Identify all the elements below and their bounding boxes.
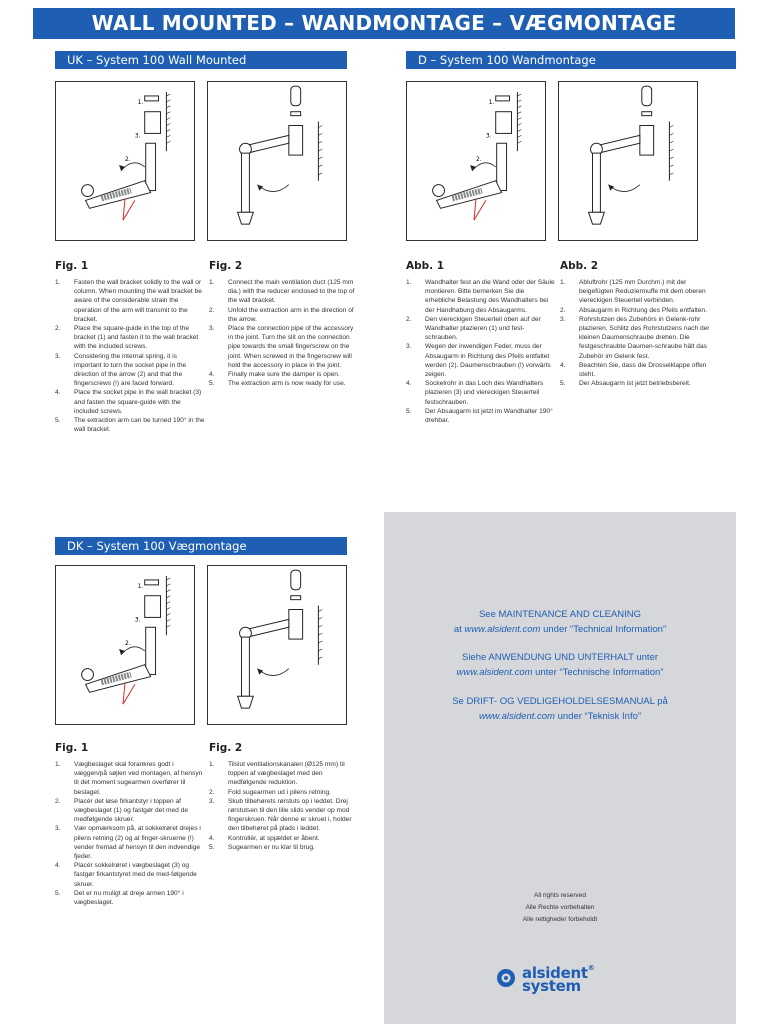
- info-block-de: Siehe ANWENDUNG UND UNTERHALT unter www.alsident.com unter “Technische Information”: [456, 652, 664, 678]
- list-item: 5. The extraction arm is now ready for use.: [209, 380, 346, 388]
- website-link[interactable]: www.alsident.com: [464, 624, 541, 635]
- wall-bracket-drawing: [56, 82, 194, 240]
- dk-fig2-steps: [209, 760, 359, 852]
- list-item: 3. Considering the internal spring, it is important to turn the socket pipe in the direction of the arrow (2) and that the fingerscrews (!) are faced forward.: [55, 352, 187, 388]
- uk-fig1-column: [55, 260, 205, 434]
- list-item: 5. The extraction arm can be turned 190° in the wall bracket.: [55, 417, 205, 434]
- figure-label-3: 3.: [134, 617, 141, 624]
- list-item: 5. Der Absaugarm ist jetzt betriebsbereit.: [560, 380, 691, 388]
- list-item: 3. Wegen der inwendigen Feder, muss der Absaugarm in Richtung des Pfeils entfaltet werden (2). Daumenschrauben (!) vorwärts zeigen.: [406, 343, 551, 379]
- figure-1-wall-mount-d: [406, 81, 546, 241]
- list-item: 2. Placér det løse firkantstyr i toppen af vægbeslaget (1) og fastgør det med de medfølgende skruer.: [55, 797, 188, 824]
- uk-fig2-column: [209, 260, 359, 388]
- d-fig1-column: [406, 260, 556, 425]
- list-item: 5. Det er nu muligt at dreje armen 190° i vægbeslaget.: [55, 889, 184, 907]
- list-item: 1. Wandhalter fest an die Wand oder der Säule montieren. Bitte bemerken Sie die erhebliche Belastung des Wandhalters bei der Handhabung des Absaugarms.: [406, 279, 555, 314]
- uk-fig1-title: Fig. 1: [55, 260, 89, 272]
- list-item: 2. Absaugarm in Richtung des Pfeils entfalten.: [560, 306, 707, 314]
- info-block-dk: Se DRIFT- OG VEDLIGEHOLDELSESMANUAL på www.alsident.com under “Teknisk Info”: [452, 696, 668, 722]
- figure-2-arm-unfold-dk: [207, 565, 347, 725]
- section-header-uk: UK – System 100 Wall Mounted: [55, 51, 347, 69]
- list-item: 1. Connect the main ventilation duct (125 mm dia.) with the reducer enclosed to the top of the wall bracket.: [209, 279, 355, 305]
- dk-fig1-column: [55, 742, 205, 907]
- dk-fig2-title: Fig. 2: [209, 742, 243, 754]
- uk-fig2-steps: [209, 278, 359, 388]
- list-item: 3. Place the connection pipe of the accessory in the joint. Turn the slit on the connection pipe towards the small fingerscrew on the joint. When screwed in the fingerscrew will hold the accessory in place in the joint.: [209, 325, 354, 369]
- list-item: 2. Den viereckigen Steuerteil oben auf der Wandhalter plazieren (1) und fest-schrauben.: [406, 315, 541, 342]
- arm-unfold-drawing: [208, 82, 346, 240]
- list-item: 1. Vægbeslaget skal forankres godt i væggen/på søjlen ved montagen, af hensyn til det moment sugearmen overfører til beslaget.: [55, 761, 203, 796]
- list-item: 2. Place the square-guide in the top of the bracket (1) and fasten it to the wall bracket with the included screws.: [55, 325, 199, 351]
- d-fig2-column: [560, 260, 710, 388]
- list-item: 3. Rohrstutzen des Zubehörs in Gelenk-rohr plazieren. Schlitz des Rohrstutzens nach der kleinen Daumenschraube drehen. Die festgeschraubte Daumen-schraube hält das Zubehör im Gelenk fest.: [560, 315, 710, 360]
- figure-label-3: 3.: [134, 133, 141, 140]
- list-item: 2. Fold sugearmen ud i pilens retning.: [209, 788, 331, 796]
- section-header-dk: DK – System 100 Vægmontage: [55, 537, 347, 555]
- figure-1-wall-mount-dk: [55, 565, 195, 725]
- alsident-logo: [496, 964, 626, 1000]
- list-item: 3. Vær opmærksom på, at sokkelrøret drejes i pilens retning (2) og at finger-skruerne (!) vender fremad af hensyn til den indvendige fjeder.: [55, 825, 201, 861]
- uk-fig1-steps: [55, 278, 205, 434]
- figure-label-2: 2.: [125, 157, 131, 163]
- list-item: 2. Unfold the extraction arm in the direction of the arrow.: [209, 306, 354, 323]
- dk-fig1-title: Fig. 1: [55, 742, 89, 754]
- alsident-logo-icon: [496, 968, 516, 988]
- dk-fig2-column: [209, 742, 359, 852]
- list-item: 4. Sockelrohr in das Loch des Wandhalters plazieren (3) und viereckigen Steuerteil festschrauben.: [406, 380, 544, 406]
- d-fig2-steps: [560, 278, 710, 388]
- list-item: 4. Placér sokkelrøret i vægbeslaget (3) og fastgør firkantstyret med de med-følgende skruer.: [55, 862, 197, 888]
- list-item: 4. Kontrollér, at spjældet er åbent.: [209, 834, 320, 842]
- uk-fig2-title: Fig. 2: [209, 260, 243, 272]
- list-item: 5. Der Absaugarm ist jetzt im Wandhalter 190° drehbar.: [406, 407, 553, 425]
- logo-wordmark-top: alsident: [522, 964, 588, 982]
- figure-label-1: 1.: [137, 99, 144, 106]
- list-item: 5. Sugearmen er nu klar til brug.: [209, 843, 315, 851]
- list-item: 1. Fasten the wall bracket solidly to the wall or column. When mounting the wall bracket be aware of the considerable strain the operation of the arm will transmit to the bracket.: [55, 279, 202, 323]
- website-link[interactable]: www.alsident.com: [478, 711, 555, 722]
- info-panel: [384, 512, 736, 1024]
- figure-label-1: 1.: [137, 583, 144, 590]
- wall-bracket-drawing: [407, 82, 545, 240]
- figure-1-wall-mount-uk: [55, 81, 195, 241]
- arm-unfold-drawing: [208, 566, 346, 724]
- page-title: WALL MOUNTED – WANDMONTAGE – VÆGMONTAGE: [33, 8, 735, 39]
- figure-2-arm-unfold-d: [558, 81, 698, 241]
- list-item: 3. Skub tilbehørets rørstuts op i leddet. Drej rørstutsen til den lille slids vender op mod fingerskruen. Når denne er skruet i, holder den tilbehøret på plads i leddet.: [209, 797, 352, 833]
- logo-wordmark-bottom: system: [522, 977, 581, 995]
- figure-label-2: 2.: [125, 641, 131, 647]
- dk-fig1-steps: [55, 760, 205, 907]
- d-fig1-steps: [406, 278, 556, 425]
- list-item: 4. Beachten Sie, dass die Drosselklappe offen steht.: [560, 361, 707, 379]
- arm-unfold-drawing: [559, 82, 697, 240]
- figure-label-1: 1.: [488, 99, 495, 106]
- figure-label-2: 2.: [476, 157, 482, 163]
- section-header-d: D – System 100 Wandmontage: [406, 51, 736, 69]
- rights-notice: All rights reserved Alle Rechte vorbehalten Alle rettigheder forbeholdt: [522, 892, 598, 923]
- list-item: 4. Place the socket pipe in the wall bracket (3) and fasten the square-guide with the included screws.: [55, 389, 202, 415]
- list-item: 1. Tilslut ventilationskanalen (Ø125 mm) til toppen af vægbeslaget med den medfølgende reduktion.: [209, 761, 345, 787]
- registered-mark: ®: [587, 964, 595, 972]
- figure-label-3: 3.: [485, 133, 492, 140]
- wall-bracket-drawing: [56, 566, 194, 724]
- website-link[interactable]: www.alsident.com: [456, 667, 533, 678]
- list-item: 1. Abluftrohr (125 mm Durchm.) mit der beigefügten Reduziermuffe mit dem oberen viereckigen Steuerteil verbinden.: [560, 279, 706, 305]
- figure-2-arm-unfold-uk: [207, 81, 347, 241]
- d-fig2-title: Abb. 2: [560, 260, 599, 272]
- list-item: 4. Finally make sure the damper is open.: [209, 371, 340, 379]
- info-block-en: See MAINTENANCE AND CLEANING at www.alsident.com under “Technical Information”: [453, 609, 667, 635]
- d-fig1-title: Abb. 1: [406, 260, 445, 272]
